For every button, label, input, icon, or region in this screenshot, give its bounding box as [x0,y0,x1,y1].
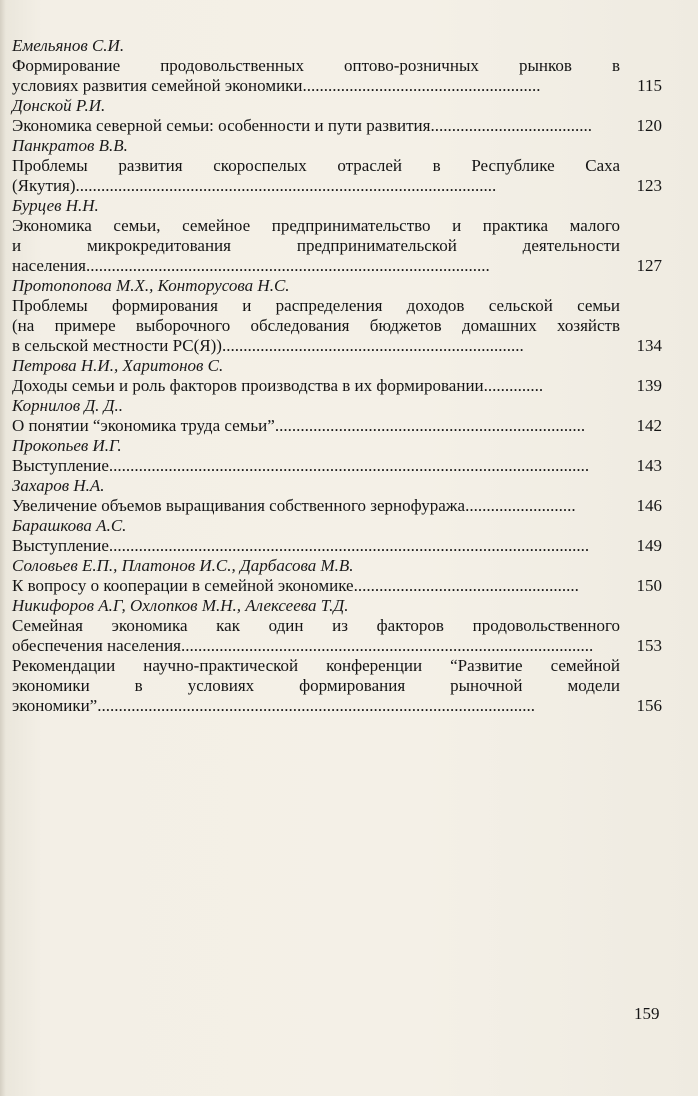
page-edge-shadow [0,0,6,1096]
toc-entry [12,536,662,556]
toc-entry [12,56,662,96]
toc-entry-title [12,216,624,276]
toc-page-number: 146 [636,496,662,515]
toc-entry [12,296,662,356]
toc-entry-title [12,656,624,716]
toc-title-last-line: обеспечения населения................................................................................................. [12,636,594,655]
toc-title-last-line: К вопросу о кооперации в семейной экономике..................................................... [12,576,579,595]
toc-author: Донской Р.И. [12,96,106,115]
toc-entry [12,616,662,656]
toc-title-line: Проблемы формирования и распределения доходов сельской семьи [12,296,620,315]
toc-entry [12,456,662,476]
toc-entry [12,576,662,596]
toc-entry-title [12,456,624,476]
toc-title-line: (на примере выборочного обследования бюджетов домашних хозяйств [12,316,620,335]
toc-title-last-line: (Якутия)................................................................................................... [12,176,497,195]
toc-page-number: 123 [636,176,662,195]
toc-title-last-line: экономики”....................................................................................................... [12,696,535,715]
toc-author: Никифоров А.Г, Охлопков М.Н., Алексеева Т.Д. [12,596,349,615]
toc-page-number: 139 [636,376,662,395]
toc-entry [12,156,662,196]
toc-title-last-line: Увеличение объемов выращивания собственного зернофуража.......................... [12,496,576,515]
toc-entry-title [12,156,624,196]
toc-author: Протопопова М.Х., Конторусова Н.С. [12,276,290,295]
toc-entry [12,216,662,276]
toc-page-number: 149 [636,536,662,555]
toc-author: Захаров Н.А. [12,476,105,495]
toc-entry [12,376,662,396]
toc-title-last-line: Доходы семьи и роль факторов производства в их формировании.............. [12,376,544,395]
toc-title-last-line: в сельской местности РС(Я))....................................................................... [12,336,524,355]
toc-title-last-line: населения............................................................................................... [12,256,490,275]
toc-title-line: Рекомендации научно-практической конференции “Развитие семейной [12,656,620,675]
toc-entry [12,656,662,716]
toc-page-number: 150 [636,576,662,595]
toc-title-last-line: Экономика северной семьи: особенности и пути развития...................................... [12,116,592,135]
toc-entry-title [12,56,624,96]
toc-page-number: 120 [636,116,662,135]
toc-entry [12,416,662,436]
toc-author: Соловьев Е.П., Платонов И.С., Дарбасова М.В. [12,556,354,575]
toc-title-line: и микрокредитования предпринимательской деятельности [12,236,620,255]
toc-author: Панкратов В.В. [12,136,128,155]
toc-page-number: 115 [637,76,662,95]
toc-title-last-line: Выступление................................................................................................................. [12,456,590,475]
toc-title-last-line: условиях развития семейной экономики........................................................ [12,76,541,95]
toc-entry-title [12,616,624,656]
toc-author: Емельянов С.И. [12,36,125,55]
page-number: 159 [634,1004,660,1023]
toc-title-last-line: О понятии “экономика труда семьи”......................................................................... [12,416,586,435]
toc-page-number: 153 [636,636,662,655]
toc-entry [12,496,662,516]
toc-title-line: Экономика семьи, семейное предпринимательство и практика малого [12,216,620,235]
toc-title-line: Формирование продовольственных оптово-розничных рынков в [12,56,620,75]
toc-entry-title [12,296,624,356]
toc-entry-title [12,576,624,596]
toc-title-line: Проблемы развития скороспелых отраслей в Республике Саха [12,156,620,175]
toc-entry-title [12,376,624,396]
toc-entry-title [12,116,624,136]
toc-author: Корнилов Д. Д.. [12,396,123,415]
toc-title-line: Семейная экономика как один из факторов продовольственного [12,616,620,635]
toc-page-number: 134 [636,336,662,355]
toc-author: Прокопьев И.Г. [12,436,122,455]
toc-title-last-line: Выступление................................................................................................................. [12,536,590,555]
table-of-contents [12,36,662,716]
toc-page-number: 143 [636,456,662,475]
toc-entry-title [12,536,624,556]
toc-author: Бурцев Н.Н. [12,196,99,215]
toc-page-number: 156 [636,696,662,715]
toc-page-number: 142 [636,416,662,435]
toc-title-line: экономики в условиях формирования рыночной модели [12,676,620,695]
toc-author: Барашкова А.С. [12,516,127,535]
toc-entry-title [12,496,624,516]
toc-page-number: 127 [636,256,662,275]
toc-entry [12,116,662,136]
toc-entry-title [12,416,624,436]
toc-author: Петрова Н.И., Харитонов С. [12,356,224,375]
